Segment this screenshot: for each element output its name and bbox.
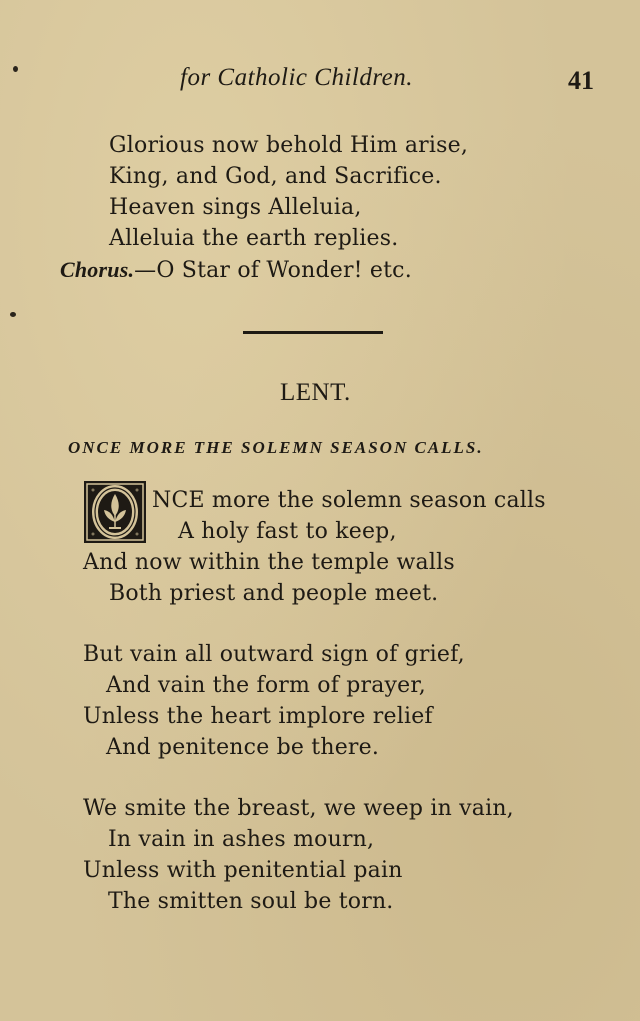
ornamental-dropcap-icon [83, 480, 147, 544]
paper-speck [13, 66, 18, 72]
running-title: for Catholic Children. [180, 64, 413, 91]
verse-line: The smitten soul be torn. [108, 889, 394, 914]
verse-line: A holy fast to keep, [178, 519, 397, 544]
verse-line: Both priest and people meet. [109, 581, 439, 606]
verse-line: And penitence be there. [106, 735, 380, 760]
verse-line: Unless the heart implore relief [83, 704, 433, 729]
verse-line: Heaven sings Alleluia, [109, 195, 362, 220]
verse-line: Alleluia the earth replies. [109, 226, 399, 251]
hymn-title: ONCE MORE THE SOLEMN SEASON CALLS. [68, 438, 484, 457]
paper-speck [10, 312, 16, 317]
verse-line: Glorious now behold Him arise, [109, 133, 469, 158]
chorus-line [60, 257, 412, 283]
verse-line: But vain all outward sign of grief, [83, 642, 465, 667]
verse-line: In vain in ashes mourn, [108, 827, 375, 852]
verse-line: And now within the temple walls [83, 550, 455, 575]
page-number: 41 [568, 66, 594, 95]
section-title: LENT. [280, 379, 351, 406]
verse-line: NCE more the solemn season calls [152, 488, 546, 513]
chorus-label: Chorus. [60, 257, 135, 282]
verse-line: Unless with penitential pain [83, 858, 403, 883]
chorus-text: —O Star of Wonder! etc. [134, 258, 412, 283]
verse-line: And vain the form of prayer, [106, 673, 426, 698]
verse-line: We smite the breast, we weep in vain, [83, 796, 514, 821]
section-divider [243, 331, 383, 334]
verse-line: King, and God, and Sacrifice. [109, 164, 442, 189]
